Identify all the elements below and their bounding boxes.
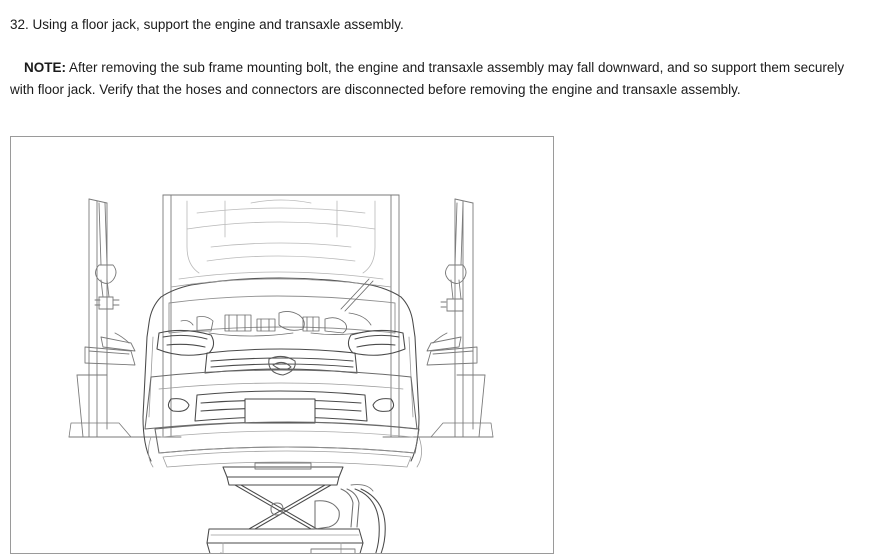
step-instruction: 32. Using a floor jack, support the engine and transaxle assembly. bbox=[10, 17, 404, 32]
note-text: After removing the sub frame mounting bolt, the engine and transaxle assembly may fall downward, and so support them securely with floor jack. Verify that the hoses and connectors are disconnected before removing the engine and transaxle assembly. bbox=[10, 60, 845, 97]
engine-bay-detail bbox=[181, 311, 371, 336]
floor-jack bbox=[195, 463, 385, 553]
note-paragraph bbox=[10, 57, 855, 101]
vehicle-body bbox=[143, 272, 422, 467]
note-label: NOTE: bbox=[24, 60, 66, 75]
figure-illustration bbox=[10, 136, 554, 554]
lift-and-vehicle-drawing bbox=[11, 137, 553, 553]
vehicle-interior-lines bbox=[187, 200, 375, 273]
